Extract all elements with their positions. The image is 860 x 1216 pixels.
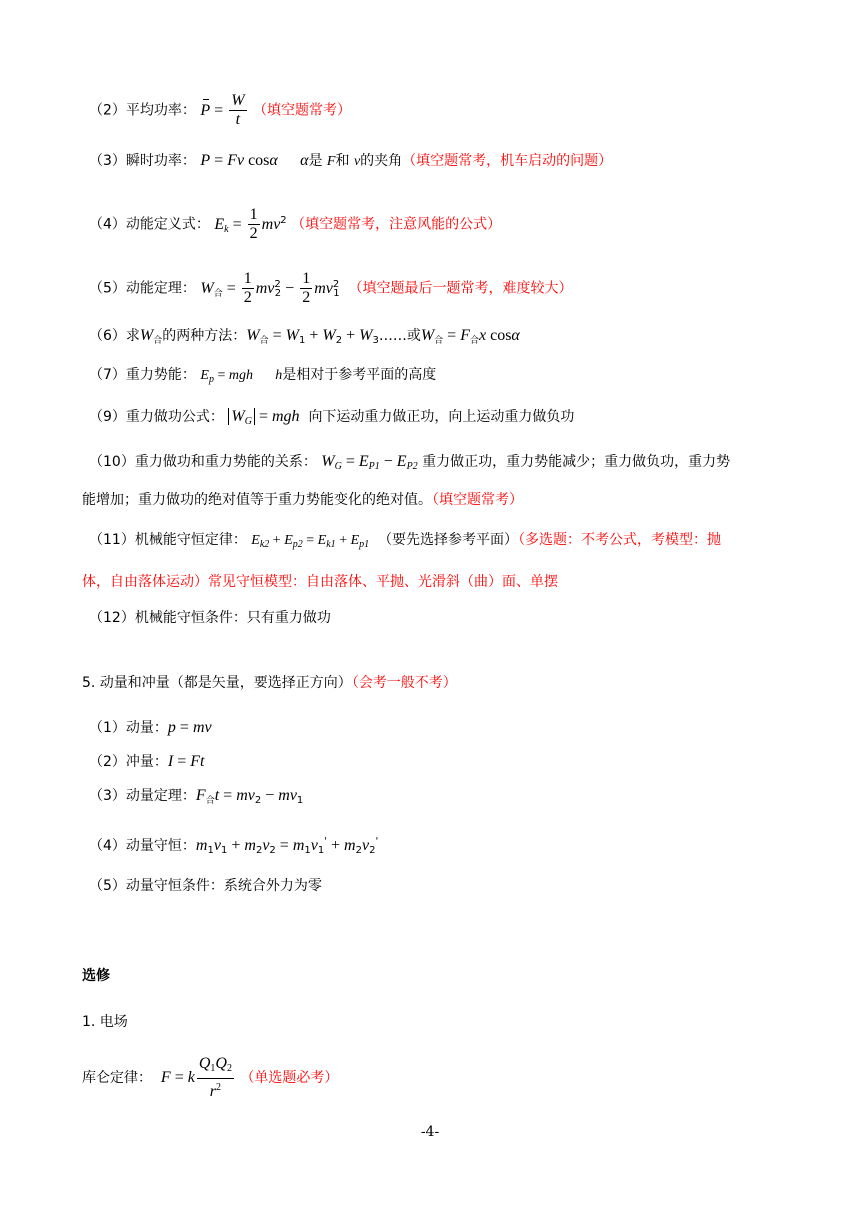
- item-instant-power: （3）瞬时功率： P = Fv cosα α是 F和 v的夹角（填空题常考，机车启动的问题）: [89, 152, 613, 169]
- item-coulomb-law: 库仑定律： F = k $\frac{Q_1Q_2}{r^2}$ （单选题必考）: [82, 1055, 339, 1100]
- item-energy-conservation: （11）机械能守恒定律： $E_{k2} + E_{p2} = E_{k1} + E_{p1}$ （要先选择参考平面）（多选题：不考公式，考模型：抛: [89, 532, 722, 550]
- elective-heading: 选修: [82, 968, 110, 984]
- item-momentum: （1）动量：p = mv: [89, 719, 212, 736]
- item-impulse: （2）冲量：I = Ft: [89, 753, 205, 770]
- item-work-potential-relation-cont: 能增加；重力做功的绝对值等于重力势能变化的绝对值。（填空题常考）: [82, 492, 523, 508]
- item-kinetic-energy: （4）动能定义式： $E_k$ = $\frac{1}{2}$ $mv^2$ （填空题常考，注意风能的公式）: [89, 206, 502, 242]
- note: （会考一般不考）: [351, 675, 457, 691]
- page-number: -4-: [420, 1124, 440, 1140]
- note: （填空题常考，机车启动的问题）: [402, 153, 613, 169]
- note: （单选题必考）: [240, 1070, 339, 1086]
- item-gravity-work: （9）重力做功公式： $W_G$ = mgh 向下运动重力做正功，向上运动重力做负功: [89, 408, 575, 427]
- item-work-potential-relation: （10）重力做功和重力势能的关系： $W_G = E_{P1} - E_{P2}$ 重力做正功，重力势能减少；重力做负功，重力势: [89, 453, 731, 472]
- item-average-power: （2）平均功率： P = $\frac{W}{t}$ （填空题常考）: [89, 92, 351, 128]
- item-momentum-conservation-condition: （5）动量守恒条件：系统合外力为零: [89, 878, 322, 894]
- item-momentum-theorem: （3）动量定理：$F_合t = mv_2 - mv_1$: [89, 787, 304, 806]
- section-momentum-heading: 5. 动量和冲量（都是矢量，要选择正方向）（会考一般不考）: [82, 675, 457, 691]
- item-energy-conservation-cont: 体，自由落体运动）常见守恒模型：自由落体、平抛、光滑斜（曲）面、单摆: [82, 574, 558, 590]
- item-total-work-methods: （6）求$W_合$的两种方法：$W_合 = W_1 + W_2$ + $W_3\dots\dots$或$W_合 = F_合x$ cosα: [89, 327, 520, 346]
- note: （填空题最后一题常考，难度较大）: [348, 280, 573, 297]
- formula-kinetic-energy: $E_k$ = $\frac{1}{2}$ $mv^2$: [214, 206, 287, 242]
- item-work-energy-theorem: （5）动能定理： $W_合$ = $\frac{1}{2}$ $mv^2_2$ − $\frac{1}{2}$ $mv^2_1$ （填空题最后一题常考，难度较大）: [89, 270, 573, 306]
- elective-electric-field: 1. 电场: [82, 1014, 128, 1030]
- formula-average-power: P = $\frac{W}{t}$: [200, 92, 245, 128]
- item-energy-conservation-condition: （12）机械能守恒条件：只有重力做功: [89, 610, 331, 626]
- note: （多选题：不考公式，考模型：抛: [518, 532, 722, 548]
- formula-work-energy: $W_合$ = $\frac{1}{2}$ $mv^2_2$ − $\frac{1}{2}$ $mv^2_1$: [200, 270, 340, 306]
- note: （填空题常考，注意风能的公式）: [291, 216, 502, 233]
- note: （填空题常考）: [252, 102, 351, 119]
- item-gravity-potential: （7）重力势能： $E_p$ = mgh h是相对于参考平面的高度: [89, 367, 437, 385]
- note: （填空题常考）: [432, 492, 523, 508]
- item-momentum-conservation: （4）动量守恒：$m_1v_1 + m_2v_2 = m_1v_1' + m_2v_2'$: [89, 836, 379, 856]
- formula-instant-power: P: [200, 152, 211, 169]
